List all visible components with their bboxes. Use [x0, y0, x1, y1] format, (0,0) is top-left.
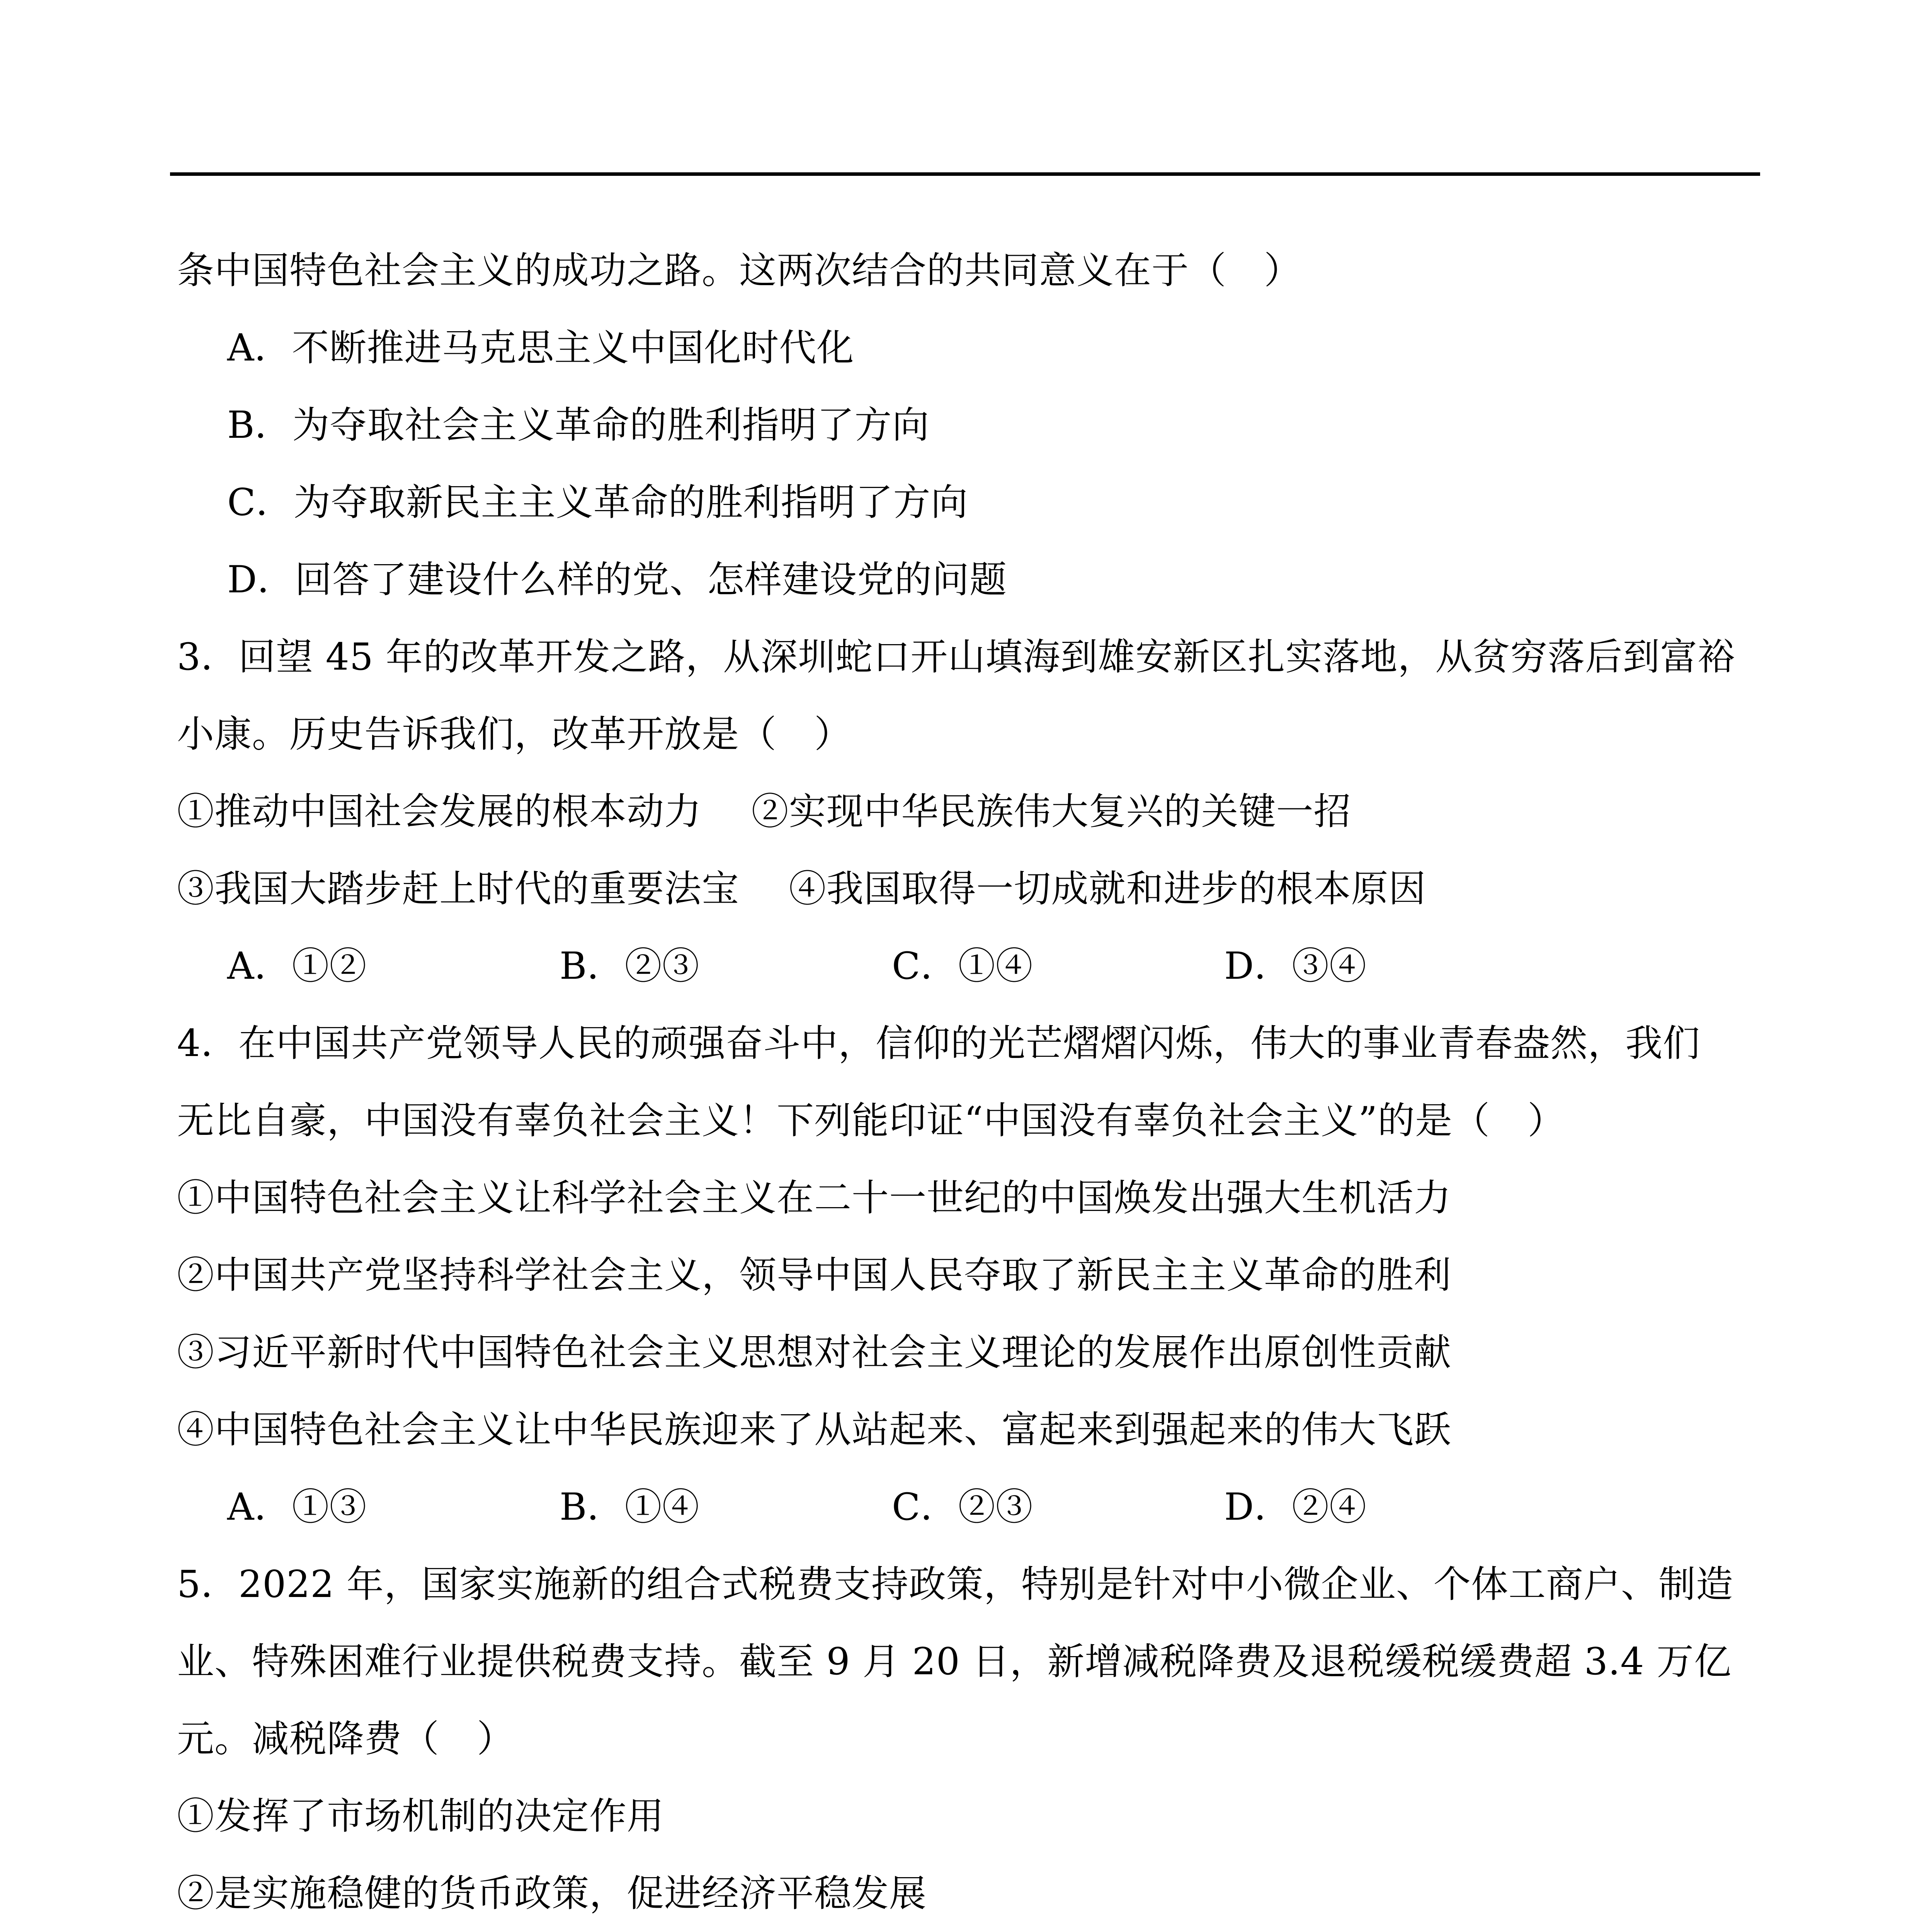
question-3-stem-line-2: 小康。历史告诉我们，改革开放是（ ）: [177, 713, 852, 756]
question-4-item-4: ④中国特色社会主义让中华民族迎来了从站起来、富起来到强起来的伟大飞跃: [177, 1408, 1451, 1451]
question-3-choice-c: C．①④: [892, 944, 1033, 988]
question-4-stem-line-1: 4．在中国共产党领导人民的顽强奋斗中，信仰的光芒熠熠闪烁，伟大的事业青春盎然，我们: [177, 1022, 1701, 1065]
question-3-choice-b: B．②③: [560, 944, 700, 988]
question-3-stem-line-1: 3．回望 45 年的改革开发之路，从深圳蛇口开山填海到雄安新区扎实落地，从贫穷落后到富裕: [177, 635, 1735, 679]
question-3-choice-d: D．③④: [1224, 944, 1367, 988]
question-4-item-3: ③习近平新时代中国特色社会主义思想对社会主义理论的发展作出原创性贡献: [177, 1331, 1451, 1374]
question-4-item-1: ①中国特色社会主义让科学社会主义在二十一世纪的中国焕发出强大生机活力: [177, 1176, 1451, 1219]
question-5-item-2: ②是实施稳健的货币政策，促进经济平稳发展: [177, 1872, 927, 1915]
question-2-stem-tail: 条中国特色社会主义的成功之路。这两次结合的共同意义在于（ ）: [177, 249, 1301, 292]
question-4-stem-line-2: 无比自豪，中国没有辜负社会主义！下列能印证“中国没有辜负社会主义”的是（ ）: [177, 1099, 1565, 1142]
question-2-option-d: D．回答了建设什么样的党、怎样建设党的问题: [227, 558, 1007, 601]
question-4-item-2: ②中国共产党坚持科学社会主义，领导中国人民夺取了新民主主义革命的胜利: [177, 1253, 1451, 1297]
question-5-item-1: ①发挥了市场机制的决定作用: [177, 1794, 664, 1838]
question-5-stem-line-2: 业、特殊困难行业提供税费支持。截至 9 月 20 日，新增减税降费及退税缓税缓费超 3.4 万亿: [177, 1640, 1732, 1683]
question-3-items-line-2: ③我国大踏步赶上时代的重要法宝 ④我国取得一切成就和进步的根本原因: [177, 867, 1426, 910]
question-4-choice-a: A．①③: [227, 1485, 367, 1529]
question-5-stem-line-3: 元。减税降费（ ）: [177, 1717, 514, 1760]
question-3-choice-a: A．①②: [227, 944, 367, 988]
question-4-choice-b: B．①④: [560, 1485, 700, 1529]
question-4-choice-c: C．②③: [892, 1485, 1033, 1529]
question-4-choice-d: D．②④: [1224, 1485, 1367, 1529]
exam-content: [177, 232, 1761, 1932]
question-5-stem-line-1: 5．2022 年，国家实施新的组合式税费支持政策，特别是针对中小微企业、个体工商户、制造: [177, 1563, 1733, 1606]
question-4-choices: [177, 1468, 1761, 1546]
question-2-option-c: C．为夺取新民主主义革命的胜利指明了方向: [227, 481, 968, 524]
question-2-option-b: B．为夺取社会主义革命的胜利指明了方向: [227, 403, 930, 447]
question-2-option-a: A．不断推进马克思主义中国化时代化: [227, 326, 854, 369]
question-3-items-line-1: ①推动中国社会发展的根本动力 ②实现中华民族伟大复兴的关键一招: [177, 790, 1351, 833]
question-3-choices: [177, 927, 1761, 1005]
header-rule: [170, 172, 1760, 176]
